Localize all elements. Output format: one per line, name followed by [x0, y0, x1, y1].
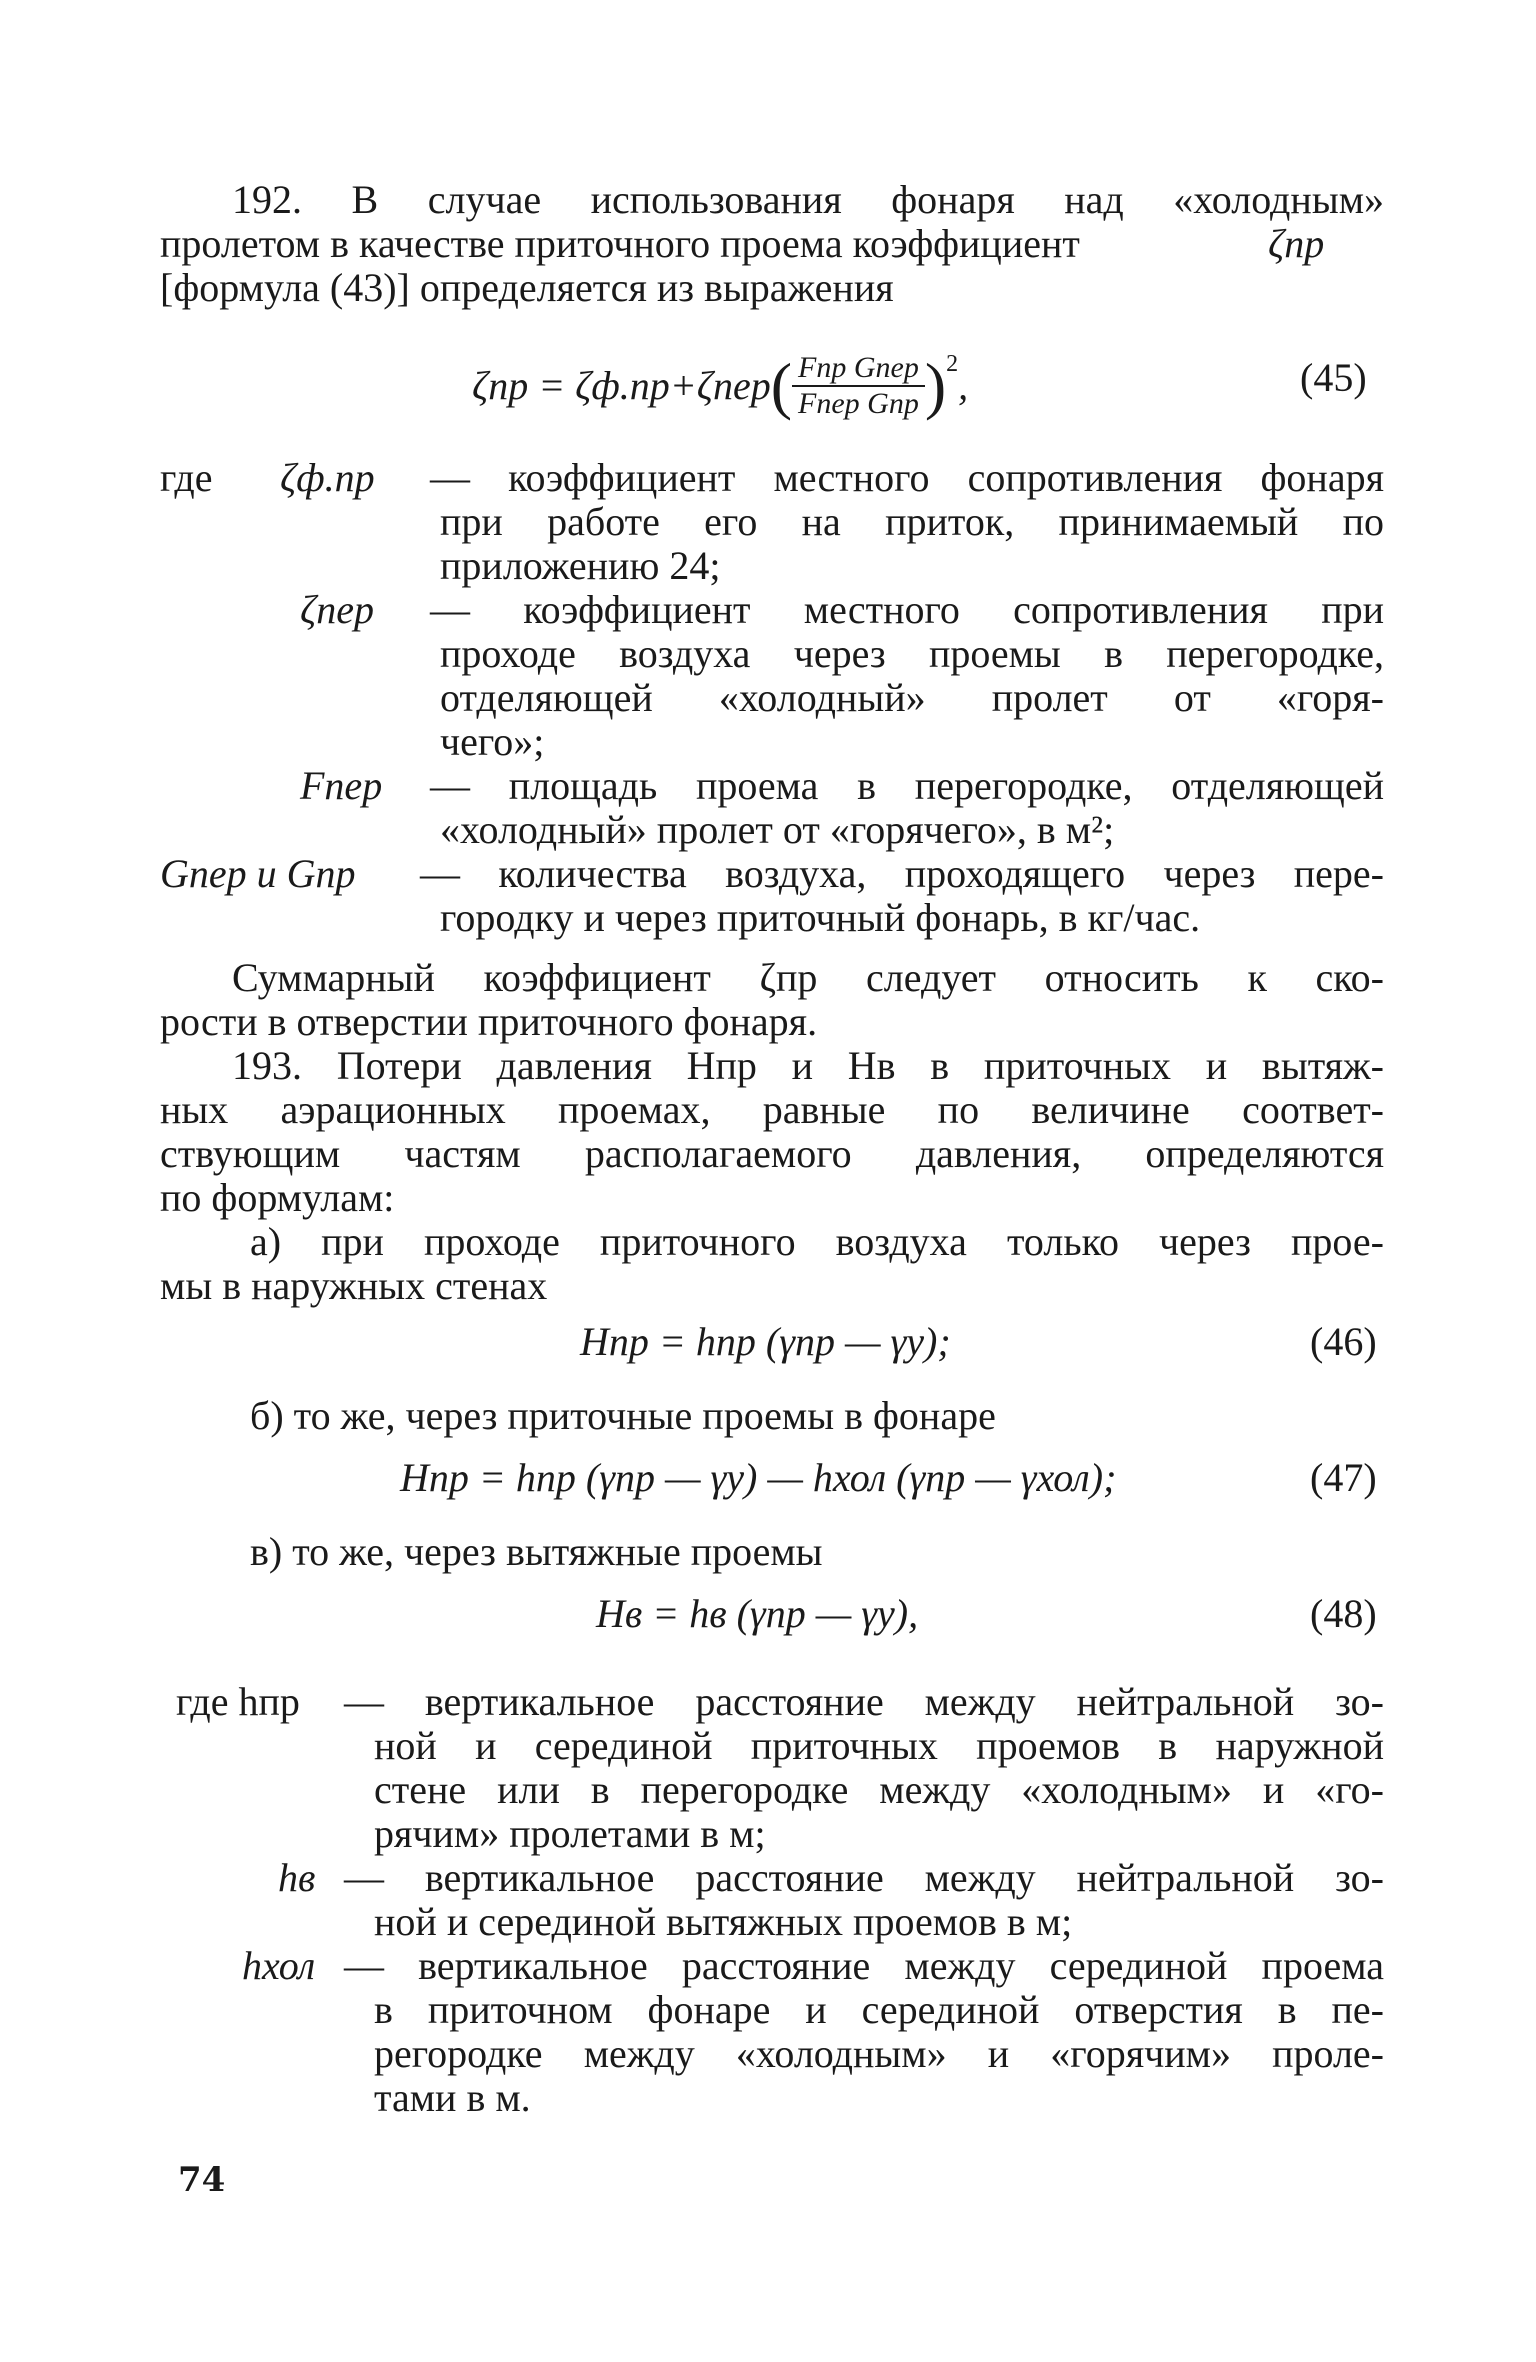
symbol-zeta-per: ζпер [300, 587, 374, 632]
text-line: ной и серединой вытяжных проемов в м; [374, 1899, 1073, 1944]
equation-45-exponent: 2 [946, 351, 959, 377]
text-line: — коэффициент местного сопротивления при [430, 587, 1384, 632]
close-paren: ) [924, 350, 947, 421]
symbol-f-per: Fпер [300, 763, 383, 808]
page-number: 74 [178, 2160, 226, 2200]
text-line: регородке между «холодным» и «горячим» проле- [374, 2031, 1384, 2076]
equation-46: Hпр = hпр (γпр — γу); [580, 1319, 951, 1364]
equation-48: Hв = hв (γпр — γу), [596, 1591, 919, 1636]
text-line: ных аэрационных проемах, равные по величине соответ- [160, 1087, 1384, 1132]
text-line: стене или в перегородке между «холодным» и «го- [374, 1767, 1384, 1812]
equation-45-lhs: ζпр = ζф.пр+ζпер [472, 363, 771, 408]
inline-symbol: ζпр [1268, 221, 1325, 266]
equation-48-label: (48) [1310, 1591, 1377, 1636]
text-line: — вертикальное расстояние между серединой проема [344, 1943, 1384, 1988]
text-line: — количества воздуха, проходящего через пере- [420, 851, 1384, 896]
text-line: тами в м. [374, 2075, 531, 2120]
text-line: а) при проходе приточного воздуха только через прое- [250, 1219, 1384, 1264]
text-line: б) то же, через приточные проемы в фонаре [250, 1393, 996, 1438]
text-line: [формула (43)] определяется из выражения [160, 265, 894, 310]
text-line: ной и серединой приточных проемов в наружной [374, 1723, 1384, 1768]
text-line: «холодный» пролет от «горячего», в м²; [440, 807, 1115, 852]
fraction-numerator: Fпр Gпер [792, 351, 925, 387]
text-line: мы в наружных стенах [160, 1263, 548, 1308]
equation-47-label: (47) [1310, 1455, 1377, 1500]
text-line: городку и через приточный фонарь, в кг/час. [440, 895, 1201, 940]
symbol-h-v: hв [278, 1855, 316, 1900]
symbol-g-per-g-pr: Gпер и Gпр [160, 851, 356, 896]
text-line: чего»; [440, 719, 545, 764]
symbol-h-hol: hхол [242, 1943, 316, 1988]
text-line: Суммарный коэффициент ζпр следует относить к ско- [232, 955, 1384, 1000]
equation-46-label: (46) [1310, 1319, 1377, 1364]
equation-45-label: (45) [1300, 355, 1367, 400]
text-line: проходе воздуха через проемы в перегородке, [440, 631, 1384, 676]
text-line: отделяющей «холодный» пролет от «горя- [440, 675, 1384, 720]
open-paren: ( [770, 350, 793, 421]
text-line: приложению 24; [440, 543, 721, 588]
text-line: рости в отверстии приточного фонаря. [160, 999, 818, 1044]
equation-45 [472, 336, 968, 436]
text-line: в) то же, через вытяжные проемы [250, 1529, 823, 1574]
text-line: — площадь проема в перегородке, отделяющей [430, 763, 1384, 808]
text-line: рячим» пролетами в м; [374, 1811, 766, 1856]
symbol-zeta-fpr: ζф.пр [280, 455, 375, 500]
text-line: в приточном фонаре и серединой отверстия в пе- [374, 1987, 1384, 2032]
equation-45-tail: , [958, 363, 969, 408]
text-line: — вертикальное расстояние между нейтральной зо- [344, 1679, 1384, 1724]
text-line: пролетом в качестве приточного проема коэффициент [160, 221, 1080, 266]
where-label: где [160, 455, 213, 500]
symbol-gde-h-pr: где hпр [176, 1679, 300, 1724]
text-line: ствующим частям располагаемого давления, определяются [160, 1131, 1384, 1176]
equation-45-fraction [792, 351, 925, 421]
text-line: 192. В случае использования фонаря над «холодным» [232, 177, 1384, 222]
text-line: при работе его на приток, принимаемый по [440, 499, 1384, 544]
text-line: по формулам: [160, 1175, 395, 1220]
text-line: — коэффициент местного сопротивления фонаря [430, 455, 1384, 500]
text-line: — вертикальное расстояние между нейтральной зо- [344, 1855, 1384, 1900]
fraction-denominator: Fпер Gпр [798, 387, 919, 420]
equation-47: Hпр = hпр (γпр — γу) — hхол (γпр — γхол); [400, 1455, 1117, 1500]
text-line: 193. Потери давления Hпр и Hв в приточных и вытяж- [232, 1043, 1384, 1088]
